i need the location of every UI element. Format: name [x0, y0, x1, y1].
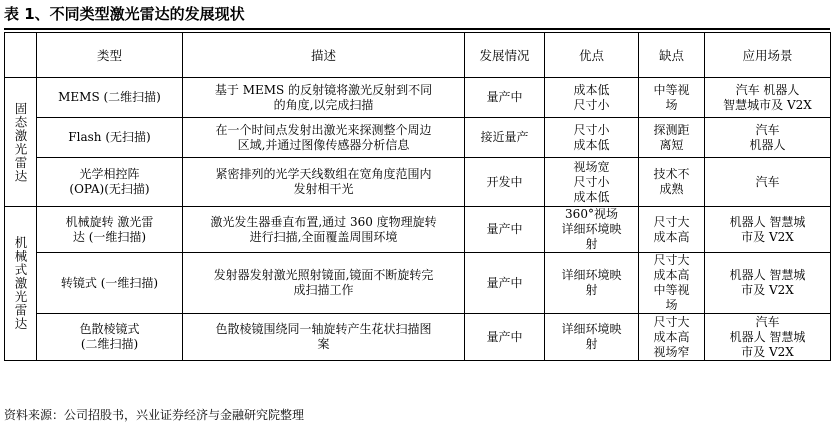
- cell-line: 成本低: [573, 189, 610, 204]
- cell-line: 案: [317, 337, 330, 351]
- cell-line: Flash (无扫描): [68, 130, 151, 144]
- type-cell: [37, 253, 183, 314]
- table-row: [5, 118, 831, 158]
- applications-cell: [705, 158, 831, 207]
- cell-line: 成本高: [653, 229, 690, 244]
- lidar-comparison-table: [4, 32, 831, 361]
- applications-cell: [705, 253, 831, 314]
- cons-cell: [639, 118, 705, 158]
- pros-cell: [545, 158, 639, 207]
- cell-line: 色散棱镜围绕同一轴旋转产生花状扫描图: [215, 322, 432, 336]
- cell-line: 机器人 智慧城: [729, 214, 806, 229]
- cell-line: 市及 V2X: [741, 283, 794, 297]
- table-title: 表 1、不同类型激光雷达的发展现状: [4, 5, 245, 23]
- cell-line: 汽车 机器人: [735, 82, 800, 97]
- type-cell: [37, 118, 183, 158]
- cell-line: 紧密排列的光学天线数组在宽角度范围内: [215, 167, 432, 181]
- cell-line: MEMS (二维扫描): [58, 90, 161, 104]
- status-cell: 量产中: [465, 314, 545, 361]
- cell-line: 探测距: [653, 122, 690, 137]
- cell-line: 成本低: [573, 82, 610, 97]
- cell-line: 详细环境映: [561, 268, 622, 282]
- header-type: 类型: [37, 33, 183, 78]
- cell-line: (OPA)(无扫描): [69, 182, 150, 196]
- cell-line: 尺寸小: [573, 97, 610, 112]
- status-cell: 量产中: [465, 78, 545, 118]
- cell-line: 市及 V2X: [741, 229, 794, 244]
- cell-line: 尺寸大: [653, 314, 690, 329]
- header-pros: 优点: [545, 33, 639, 78]
- table-row: [5, 253, 831, 314]
- cons-cell: [639, 207, 705, 253]
- cell-line: 360°视场: [565, 207, 618, 221]
- applications-cell: [705, 78, 831, 118]
- cell-line: 发射器发射激光照射镜面,镜面不断旋转完: [213, 268, 434, 282]
- cell-line: 机械旋转 激光雷: [65, 214, 154, 229]
- cell-line: 尺寸小: [573, 174, 610, 189]
- cell-line: 成扫描工作: [293, 283, 354, 297]
- cell-line: 色散棱镜式: [79, 322, 140, 336]
- status-cell: 接近量产: [465, 118, 545, 158]
- description-cell: [183, 118, 465, 158]
- table-row: [5, 158, 831, 207]
- cell-line: 智慧城市及 V2X: [723, 97, 812, 112]
- cons-cell: [639, 253, 705, 314]
- cell-line: 成本高: [653, 268, 690, 282]
- applications-cell: [705, 118, 831, 158]
- header-category-blank: [5, 33, 37, 78]
- cell-line: 射: [585, 237, 598, 251]
- cell-line: 进行扫描,全面覆盖周围环境: [249, 229, 398, 244]
- category-cell: 机械式激光雷达: [5, 207, 37, 361]
- source-note: 资料来源：公司招股书，兴业证券经济与金融研究院整理: [4, 408, 305, 422]
- pros-cell: [545, 207, 639, 253]
- header-applications: 应用场景: [705, 33, 831, 78]
- cell-line: 区域,并通过图像传感器分析信息: [237, 137, 410, 152]
- cell-line: 场: [665, 97, 678, 112]
- type-cell: [37, 207, 183, 253]
- cell-line: 市及 V2X: [741, 344, 794, 359]
- cons-cell: [639, 314, 705, 361]
- cell-line: 机器人: [749, 137, 786, 152]
- header-cons: 缺点: [639, 33, 705, 78]
- cell-line: 成本高: [653, 329, 690, 344]
- status-cell: 量产中: [465, 253, 545, 314]
- cell-line: 射: [585, 337, 598, 351]
- applications-cell: [705, 207, 831, 253]
- cell-line: 尺寸小: [573, 122, 610, 137]
- cell-line: 成本低: [573, 137, 610, 152]
- pros-cell: [545, 78, 639, 118]
- cell-line: 尺寸大: [653, 214, 690, 229]
- cell-line: 详细环境映: [561, 322, 622, 336]
- cell-line: 尺寸大: [653, 253, 690, 267]
- header-status: 发展情况: [465, 33, 545, 78]
- cell-line: 转镜式 (一维扫描): [60, 275, 159, 290]
- pros-cell: [545, 253, 639, 314]
- cell-line: 基于 MEMS 的反射镜将激光反射到不同: [214, 82, 433, 97]
- cell-line: 视场窄: [653, 344, 690, 359]
- cell-line: 中等视: [653, 283, 690, 297]
- cell-line: 机器人 智慧城: [729, 329, 806, 344]
- category-cell: 固态激光雷达: [5, 78, 37, 207]
- cell-line: 光学相控阵: [79, 167, 140, 181]
- cell-line: 汽车: [755, 122, 780, 137]
- cell-line: 的角度,以完成扫描: [273, 97, 374, 112]
- applications-cell: [705, 314, 831, 361]
- pros-cell: [545, 314, 639, 361]
- cell-line: 汽车: [755, 174, 780, 189]
- cell-line: 机器人 智慧城: [729, 268, 806, 282]
- type-cell: [37, 314, 183, 361]
- description-cell: [183, 207, 465, 253]
- type-cell: [37, 158, 183, 207]
- cell-line: 视场宽: [573, 159, 610, 174]
- table-row: [5, 207, 831, 253]
- cell-line: (二维扫描): [80, 337, 139, 351]
- cell-line: 中等视: [653, 82, 690, 97]
- cell-line: 射: [585, 283, 598, 297]
- table-row: [5, 78, 831, 118]
- description-cell: [183, 78, 465, 118]
- cell-line: 发射相干光: [293, 182, 354, 196]
- title-rule: [4, 28, 830, 30]
- cell-line: 在一个时间点发射出激光来探测整个周边: [215, 122, 432, 137]
- cell-line: 详细环境映: [561, 222, 622, 236]
- header-description: 描述: [183, 33, 465, 78]
- description-cell: [183, 158, 465, 207]
- header-row: [5, 33, 831, 78]
- cell-line: 成熟: [659, 182, 684, 196]
- description-cell: [183, 253, 465, 314]
- pros-cell: [545, 118, 639, 158]
- cell-line: 汽车: [755, 314, 780, 329]
- status-cell: 量产中: [465, 207, 545, 253]
- cell-line: 技术不: [653, 167, 690, 181]
- type-cell: [37, 78, 183, 118]
- table-row: [5, 314, 831, 361]
- cell-line: 达 (一维扫描): [72, 229, 147, 244]
- description-cell: [183, 314, 465, 361]
- cell-line: 场: [665, 298, 678, 312]
- cell-line: 激光发生器垂直布置,通过 360 度物理旋转: [210, 214, 437, 229]
- status-cell: 开发中: [465, 158, 545, 207]
- cell-line: 离短: [659, 137, 684, 152]
- cons-cell: [639, 158, 705, 207]
- cons-cell: [639, 78, 705, 118]
